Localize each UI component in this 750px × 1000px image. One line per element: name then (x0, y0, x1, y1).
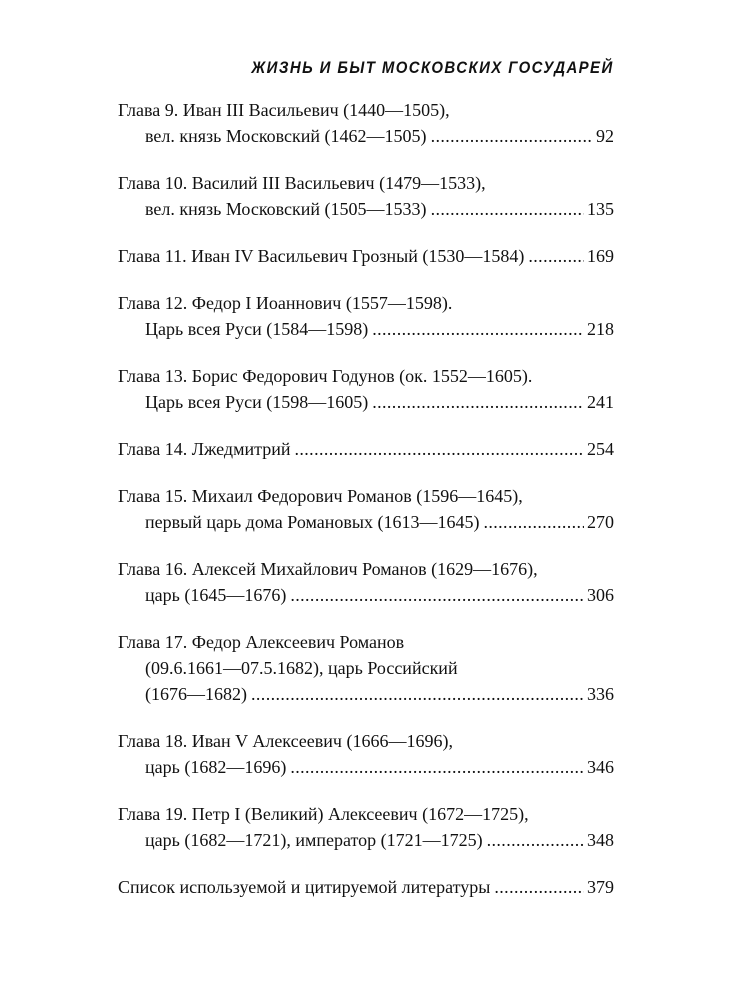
toc-entry (118, 170, 614, 222)
table-of-contents (118, 97, 614, 921)
toc-page-number: 348 (587, 830, 614, 850)
toc-entry-title: Глава 11. Иван IV Васильевич Грозный (1530—1584) (118, 246, 525, 266)
toc-line (118, 754, 614, 780)
toc-entry-title: Глава 16. Алексей Михайлович Романов (1629—1676), (118, 559, 538, 579)
dot-leader (372, 389, 584, 415)
toc-entry-title: вел. князь Московский (1505—1533) (145, 199, 427, 219)
toc-entry-title: Глава 19. Петр I (Великий) Алексеевич (1672—1725), (118, 804, 529, 824)
toc-entry (118, 97, 614, 149)
toc-entry-title: (1676—1682) (145, 684, 247, 704)
toc-entry-title: Глава 17. Федор Алексеевич Романов (118, 632, 405, 652)
toc-page-number: 92 (596, 126, 614, 146)
toc-line (118, 170, 614, 196)
toc-entry-title: Глава 18. Иван V Алексеевич (1666—1696), (118, 731, 453, 751)
toc-entry (118, 290, 614, 342)
toc-page-number: 379 (587, 877, 614, 897)
dot-leader (290, 582, 584, 608)
toc-entry (118, 874, 614, 900)
dot-leader (431, 123, 593, 149)
toc-line (118, 389, 614, 415)
toc-entry-title: царь (1682—1696) (145, 757, 287, 777)
toc-line (118, 827, 614, 853)
toc-entry-title: Царь всея Руси (1584—1598) (145, 319, 369, 339)
toc-entry-title: Глава 10. Василий III Васильевич (1479—1533), (118, 173, 486, 193)
toc-line (118, 629, 614, 655)
toc-entry (118, 629, 614, 707)
toc-line (118, 123, 614, 149)
dot-leader (487, 827, 584, 853)
running-head: ЖИЗНЬ И БЫТ МОСКОВСКИХ ГОСУДАРЕЙ (251, 58, 614, 77)
dot-leader (483, 509, 584, 535)
toc-entry-title: царь (1682—1721), император (1721—1725) (145, 830, 483, 850)
toc-line (118, 582, 614, 608)
toc-entry (118, 243, 614, 269)
toc-line (118, 801, 614, 827)
toc-entry (118, 728, 614, 780)
toc-entry (118, 436, 614, 462)
toc-entry-title: царь (1645—1676) (145, 585, 287, 605)
toc-entry-title: Глава 13. Борис Федорович Годунов (ок. 1552—1605). (118, 366, 533, 386)
toc-line (118, 509, 614, 535)
toc-line (118, 363, 614, 389)
toc-entry-title: Глава 12. Федор I Иоаннович (1557—1598). (118, 293, 453, 313)
toc-line (118, 556, 614, 582)
toc-entry (118, 363, 614, 415)
toc-line (118, 316, 614, 342)
toc-line (118, 681, 614, 707)
toc-entry (118, 801, 614, 853)
toc-page-number: 254 (587, 439, 614, 459)
dot-leader (290, 754, 584, 780)
toc-entry-title: вел. князь Московский (1462—1505) (145, 126, 427, 146)
toc-page-number: 270 (587, 512, 614, 532)
toc-line (118, 243, 614, 269)
toc-entry-title: Глава 14. Лжедмитрий (118, 439, 291, 459)
dot-leader (251, 681, 584, 707)
toc-line (118, 97, 614, 123)
toc-entry (118, 556, 614, 608)
toc-page-number: 306 (587, 585, 614, 605)
dot-leader (431, 196, 584, 222)
toc-entry-title: Глава 9. Иван III Васильевич (1440—1505), (118, 100, 450, 120)
toc-line (118, 728, 614, 754)
toc-page-number: 241 (587, 392, 614, 412)
toc-page-number: 346 (587, 757, 614, 777)
toc-entry-title: Список используемой и цитируемой литературы (118, 877, 491, 897)
dot-leader (372, 316, 584, 342)
toc-line (118, 483, 614, 509)
dot-leader (294, 436, 584, 462)
toc-entry-title: Глава 15. Михаил Федорович Романов (1596—1645), (118, 486, 523, 506)
toc-entry-title: первый царь дома Романовых (1613—1645) (145, 512, 480, 532)
toc-entry (118, 483, 614, 535)
toc-entry-title: (09.6.1661—07.5.1682), царь Российский (145, 658, 458, 678)
toc-entry-title: Царь всея Руси (1598—1605) (145, 392, 369, 412)
dot-leader (494, 874, 584, 900)
toc-page-number: 218 (587, 319, 614, 339)
toc-page-number: 135 (587, 199, 614, 219)
toc-line (118, 655, 614, 681)
toc-page-number: 336 (587, 684, 614, 704)
toc-line (118, 874, 614, 900)
toc-line (118, 436, 614, 462)
toc-line (118, 290, 614, 316)
dot-leader (528, 243, 584, 269)
toc-line (118, 196, 614, 222)
toc-page-number: 169 (587, 246, 614, 266)
